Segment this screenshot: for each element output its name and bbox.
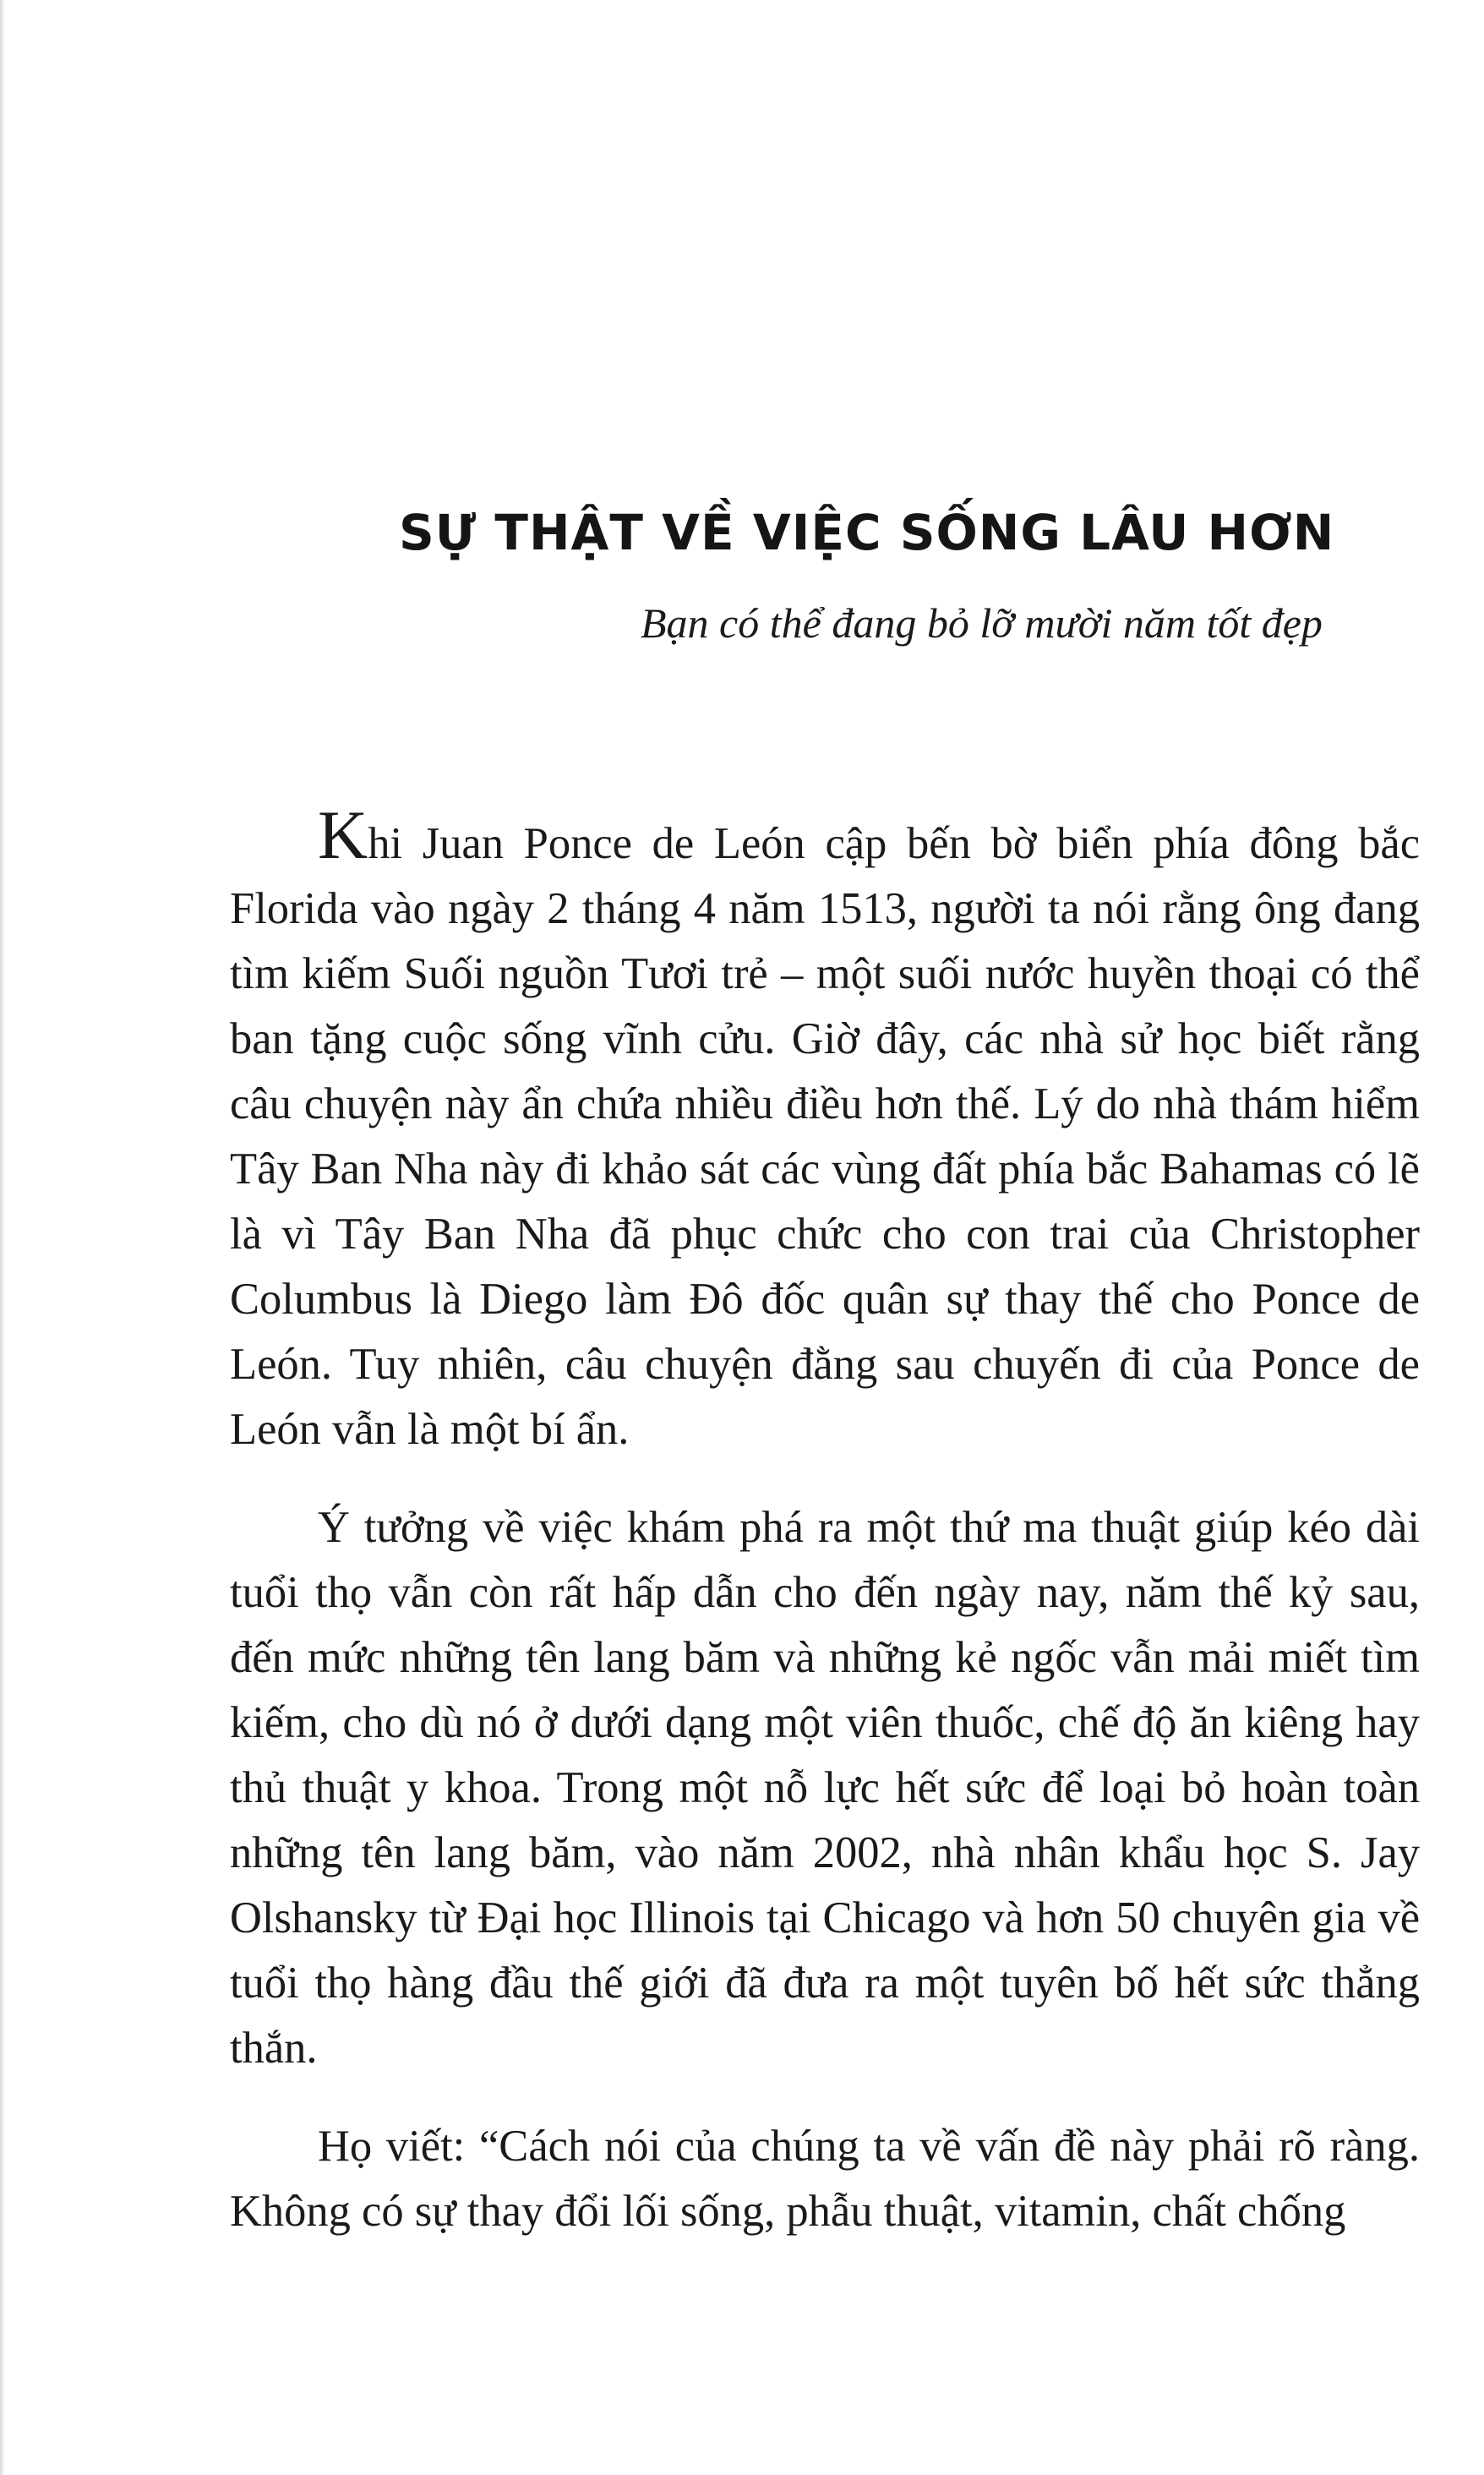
paragraph-3: Họ viết: “Cách nói của chúng ta về vấn đề này phải rõ ràng. Không có sự thay đổi lối sống, phẫu thuật, vitamin, chất chống [230,2122,1420,2236]
body-text [230,796,1420,2244]
paragraph-1-initial: K [318,796,368,873]
chapter-subtitle: Bạn có thể đang bỏ lỡ mười năm tốt đẹp [641,599,1323,647]
paragraph-2: Ý tưởng về việc khám phá ra một thứ ma thuật giúp kéo dài tuổi thọ vẫn còn rất hấp dẫn cho đến ngày nay, năm thế kỷ sau, đến mức những tên lang băm và những kẻ ngốc vẫn mải miết tìm kiếm, cho dù nó ở dưới dạng một viên thuốc, chế độ ăn kiêng hay thủ thuật y khoa. Trong một nỗ lực hết sức để loại bỏ hoàn toàn những tên lang băm, vào năm 2002, nhà nhân khẩu học S. Jay Olshansky từ Đại học Illinois tại Chicago và hơn 50 chuyên gia về tuổi thọ hàng đầu thế giới đã đưa ra một tuyên bố hết sức thẳng thắn. [230,1503,1420,2073]
page-edge-shadow [0,0,5,2475]
paragraph-1-text: hi Juan Ponce de León cập bến bờ biển phía đông bắc Florida vào ngày 2 tháng 4 năm 1513, người ta nói rằng ông đang tìm kiếm Suối nguồn Tươi trẻ – một suối nước huyền thoại có thể ban tặng cuộc sống vĩnh cửu. Giờ đây, các nhà sử học biết rằng câu chuyện này ẩn chứa nhiều điều hơn thế. Lý do nhà thám hiểm Tây Ban Nha này đi khảo sát các vùng đất phía bắc Bahamas có lẽ là vì Tây Ban Nha đã phục chức cho con trai của Christopher Columbus là Diego làm Đô đốc quân sự thay thế cho Ponce de León. Tuy nhiên, câu chuyện đằng sau chuyến đi của Ponce de León vẫn là một bí ẩn. [230,819,1420,1454]
chapter-title: SỰ THẬT VỀ VIỆC SỐNG LÂU HƠN [399,504,1335,561]
paragraph-1 [230,796,1420,1462]
